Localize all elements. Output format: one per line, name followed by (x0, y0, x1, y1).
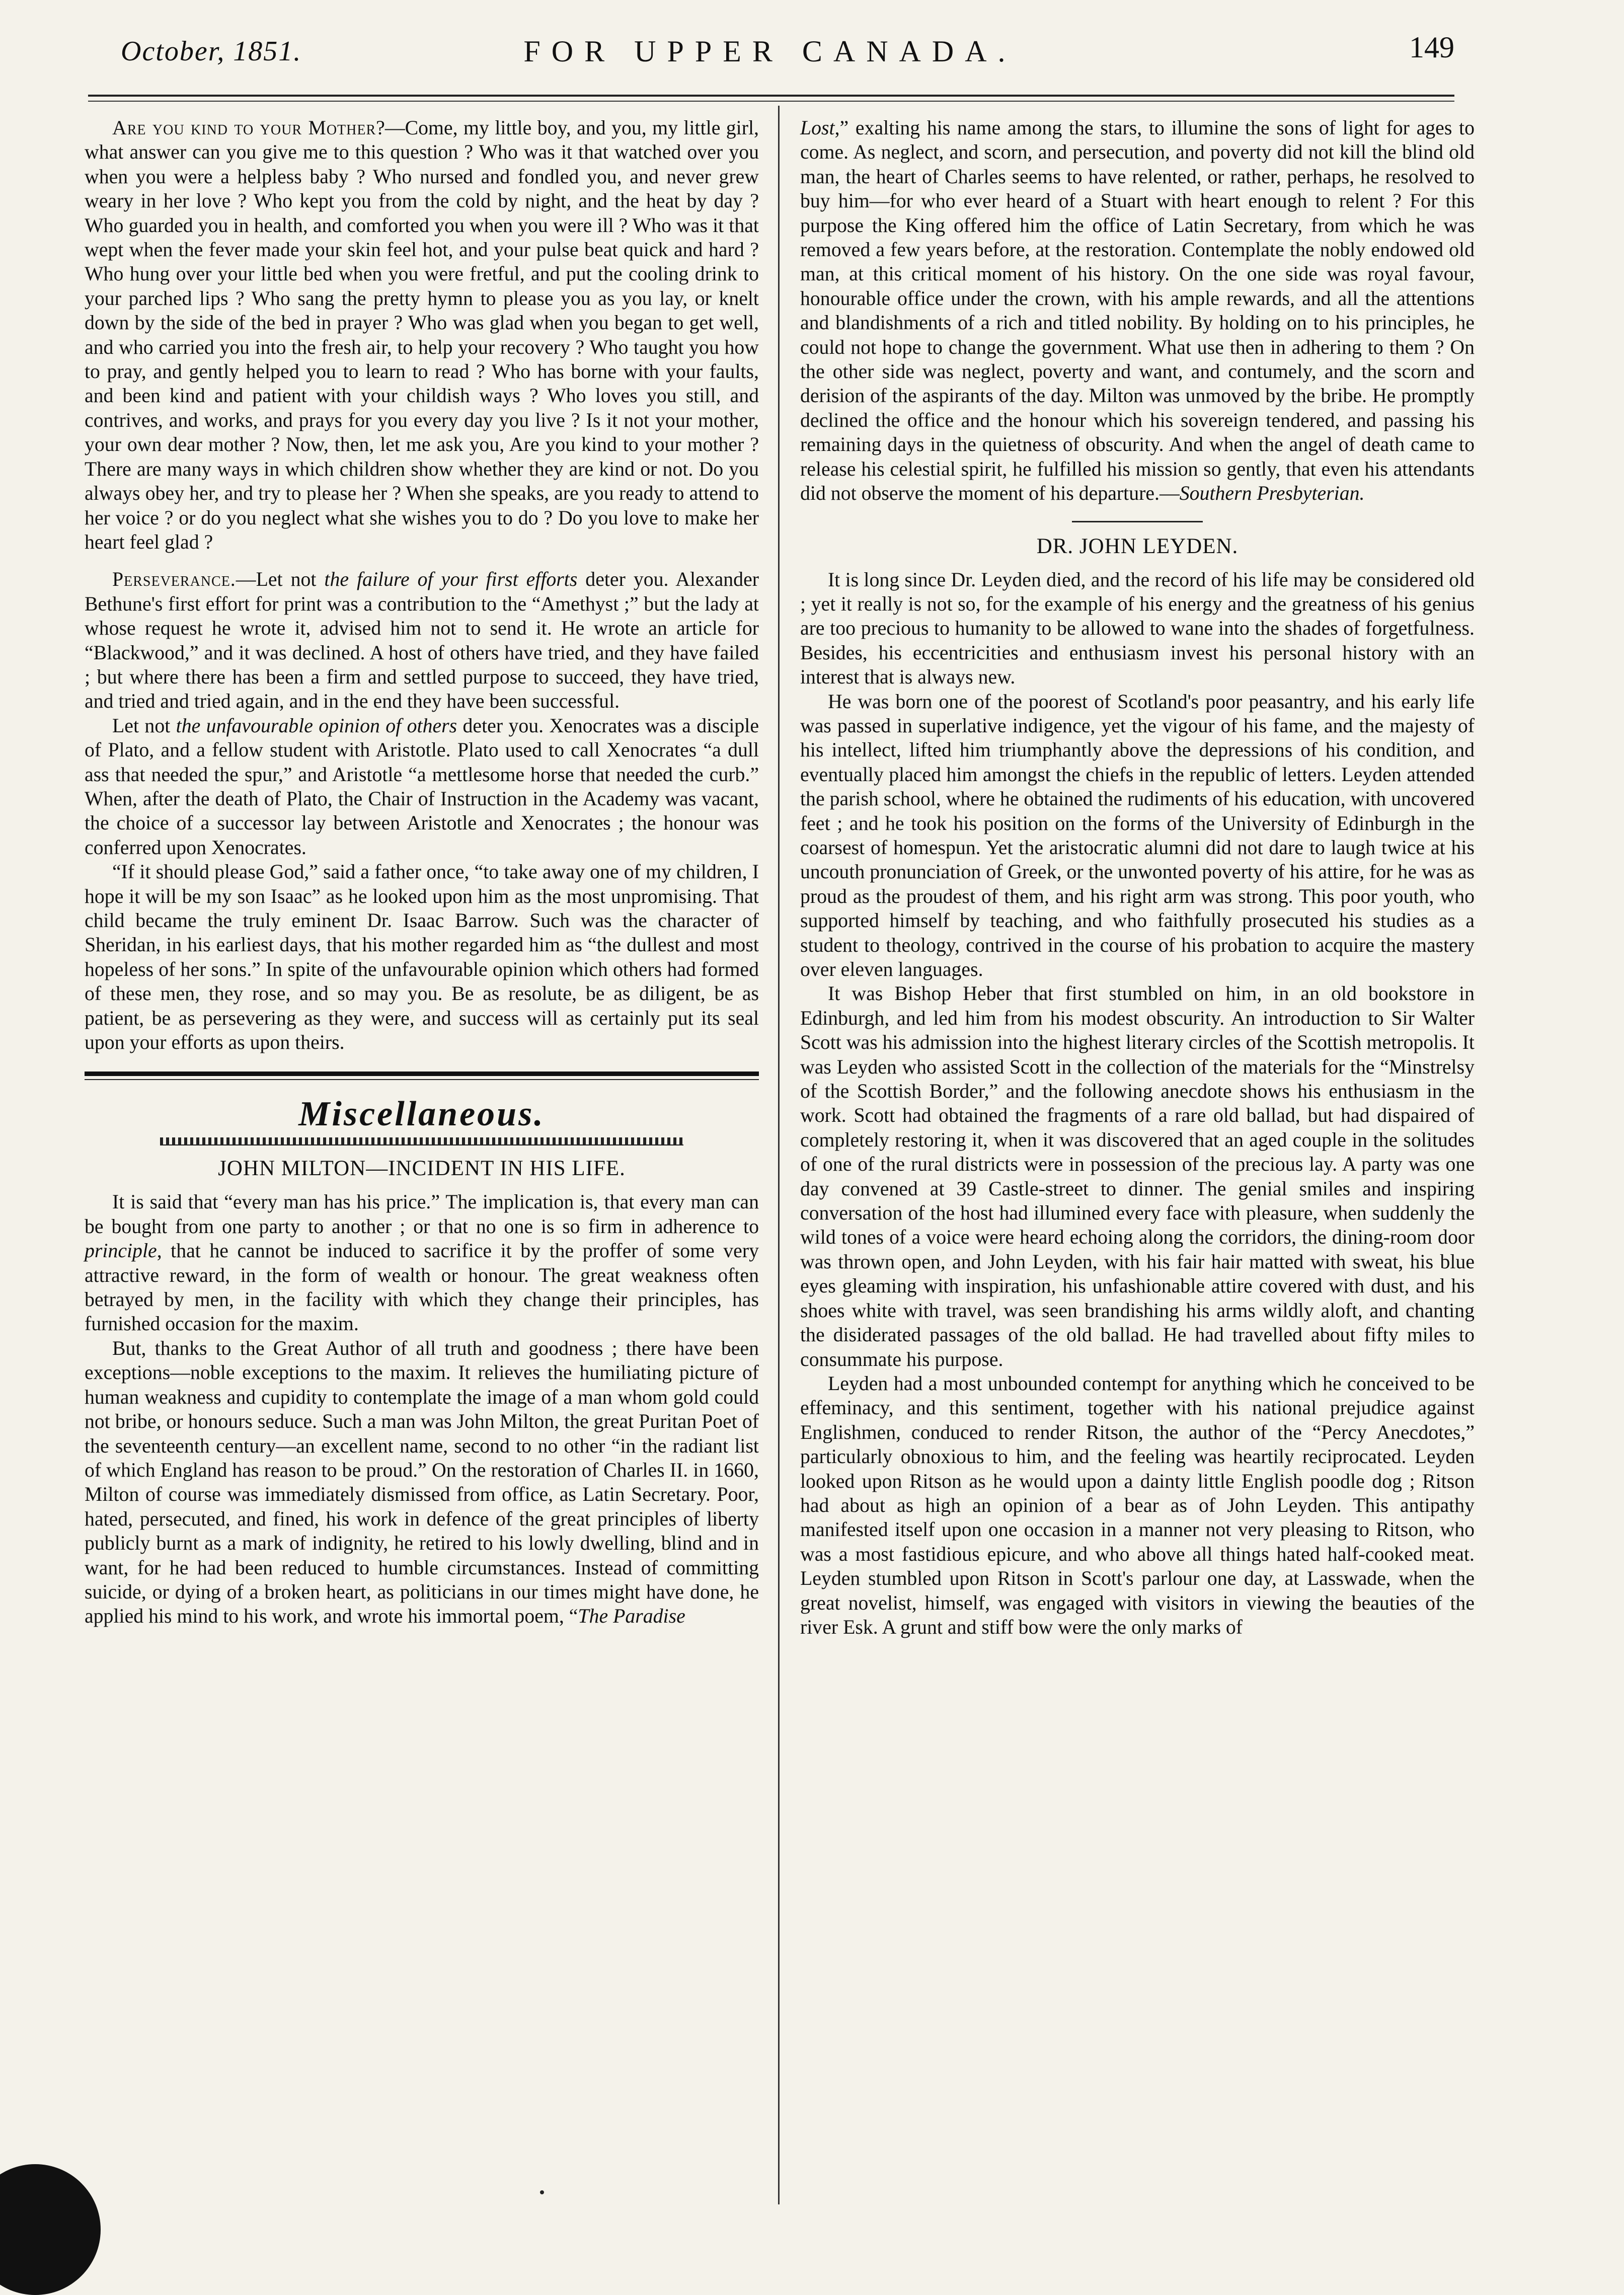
issue-date: October, 1851. (121, 36, 302, 67)
article-kind-to-mother (85, 116, 759, 554)
paragraph (800, 116, 1475, 506)
scan-edge-shadow (0, 2164, 101, 2295)
italic-text: The Paradise (578, 1605, 685, 1628)
italic-text: principle (85, 1240, 157, 1262)
page-number: 149 (1409, 31, 1454, 64)
article-separator (1072, 521, 1203, 522)
body-text: —Let not (236, 568, 325, 591)
section-heading: Miscellaneous. (298, 1095, 545, 1134)
publication-title: FOR UPPER CANADA. (523, 35, 1017, 68)
paragraph: It is long since Dr. Leyden died, and the record of his life may be considered old ; yet it really is not so, for the example of his energy and the greatness of his genius are too precious to humanity to be allowed to wane into the shades of forgetfulness. Besides, his eccentricities and enthusiasm invest his personal history with an interest that is always new. (800, 568, 1475, 688)
paragraph: “If it should please God,” said a father once, “to take away one of my children, I hope it will be my son Isaac” as he looked upon him as the most unpromising. That child became the truly eminent Dr. Isaac Barrow. Such was the character of Sheridan, in his earliest days, that his mother regarded him as “the dullest and most hopeless of her sons.” In spite of the unfavourable opinion which others had formed of these men, they rose, and so may you. Be as resolute, be as diligent, be as patient, be as persevering as they were, and success will as certainly put its seal upon your efforts as upon theirs. (85, 861, 759, 1054)
source-credit: Southern Presbyterian. (1179, 482, 1365, 505)
italic-text: the unfavourable opinion of others (176, 714, 457, 737)
body-text: Let not (112, 714, 176, 737)
body-text: It is said that “every man has his price.” The implication is, that every man can be bought from one party to another ; or that no one is so firm in adherence to (85, 1191, 759, 1238)
article-lead: Perseverance. (112, 568, 236, 591)
article-lead: Are you kind to your Mother (112, 117, 376, 139)
header-rule (88, 95, 1454, 97)
section-rule (85, 1072, 759, 1076)
body-text: deter you. Alexander Bethune's first effort for print was a contribution to the “Amethyst ;” but the lady at whose request he wrote it, advised him not to send it. He wrote an article for “Blackwood,” and it was declined. A host of others have tried, and they have failed ; but where there has been a firm and settled purpose to succeed, they have tried, and tried and tried again, and in the end they have been successful. (85, 568, 759, 713)
italic-text: Lost (800, 117, 835, 139)
print-mark (540, 2190, 544, 2194)
paragraph (85, 714, 759, 860)
header-rule-thin (88, 101, 1454, 102)
body-text: , that he cannot be induced to sacrifice it by the proffer of some very attractive reward, in the form of wealth or honour. The great weakness often betrayed by men, in the facility with which they change their principles, has furnished occasion for the maxim. (85, 1240, 759, 1335)
paragraph (85, 1336, 759, 1629)
column-divider (778, 106, 780, 2204)
paragraph (85, 1190, 759, 1336)
right-column (800, 116, 1475, 1639)
paragraph: Leyden had a most unbounded contempt for anything which he conceived to be effeminacy, and this sentiment, together with his national prejudice against Englishmen, conduced to render Ritson, the author of the “Percy Anecdotes,” particularly obnoxious to him, and the feeling was heartily reciprocated. Leyden looked upon Ritson as he would upon a dainty little English poodle dog ; Ritson had about as high an opinion of a bear as of John Leyden. This antipathy manifested itself upon one occasion in a manner not very pleasing to Ritson, who was a most fastidious epicure, and who above all things hated half-cooked meat. Leyden stumbled upon Ritson in Scott's parlour one day, at Lasswade, when the great novelist, himself, was engaged with visitors in viewing the beauties of the river Esk. A grunt and stiff bow were the only marks of (800, 1372, 1475, 1638)
paragraph: It was Bishop Heber that first stumbled on him, in an old bookstore in Edinburgh, and led him from his modest obscurity. An introduction to Sir Walter Scott was his admission into the highest literary circles of the Scottish metropolis. It was Leyden who assisted Scott in the collection of the materials for the “Minstrelsy of the Scottish Border,” and the following anecdote shows his enthusiasm in the work. Scott had obtained the fragments of a rare old ballad, but had dispaired of completely restoring it, when it was discovered that an aged couple in the solitudes of one of the rural districts were in possession of the precious lay. A party was one day convened at 39 Castle-street to dinner. The genial smiles and inspiring conversation of the host had illumined every face with pleasure, when suddenly the wild tones of a voice were heard echoing along the corridors, the dining-room door was thrown open, and John Leyden, with his fair hair matted with sweat, his blue eyes gleaming with inspiration, his unfashionable attire covered with dust, and his shoes white with travel, was seen brandishing his arms wildly aloft, and chanting the disiderated passages of the old ballad. He had travelled about fifty miles to consummate his purpose. (800, 982, 1475, 1370)
body-text: But, thanks to the Great Author of all truth and goodness ; there have been exceptions—noble exceptions to the maxim. It relieves the humiliating picture of human weakness and cupidity to contemplate the image of a man whom gold could not bribe, or honours seduce. Such a man was John Milton, the great Puritan Poet of the seventeenth century—an excellent name, second to no other “in the radiant list of which England has reason to be proud.” On the restoration of Charles II. in 1660, Milton of course was immediately dismissed from office, as Latin Secretary. Poor, hated, persecuted, and fined, his work in defence of the great principles of liberty publicly burnt as a mark of indignity, he retired to his lowly dwelling, blind and in want, for he had been reduced to humble circumstances. Instead of committing suicide, or dying of a broken heart, as politicians in our times might have done, he applied his mind to his work, and wrote his immortal poem, “ (85, 1337, 759, 1628)
running-head (86, 30, 1454, 86)
italic-text: the failure of your first efforts (324, 568, 578, 591)
section-rule-thin (85, 1079, 759, 1080)
body-text: ,” exalting his name among the stars, to illumine the sons of light for ages to come. As neglect, and scorn, and persecution, and poverty did not kill the blind old man, the heart of Charles seems to have relented, or rather, perhaps, he resolved to buy him—for who ever heard of a Stuart with heart enough to relent ? For this purpose the King offered him the office of Latin Secretary, from which he was removed a few years before, at the restoration. Contemplate the nobly endowed old man, at this critical moment of his history. On the one side was royal favour, honourable office under the crown, with his ample rewards, and all the attentions and blandishments of a rich and titled nobility. By holding on to his principles, he could not hope to change the government. What use then in adhering to them ? On the other side was neglect, poverty and want, and contumely, and the scorn and derision of the aspirants of the day. Milton was unmoved by the bribe. He promptly declined the office and the honour which his sovereign tendered, and passing his remaining days in the quietness of obscurity. And when the angel of death came to release his celestial spirit, he fulfilled his mission so gently, that even his attendants did not observe the moment of his departure.— (800, 117, 1475, 505)
paragraph: He was born one of the poorest of Scotland's poor peasantry, and his early life was passed in superlative indigence, yet the vigour of his fame, and the majesty of his intellect, lifted him triumphantly above the depressions of his condition, and eventually placed him amongst the chiefs in the republic of letters. Leyden attended the parish school, where he obtained the rudiments of his education, with uncovered feet ; and he took his position on the forms of the University of Edinburgh in the coarsest of homespun. Yet the aristocratic alumni did not dare to laugh twice at his uncouth pronunciation of Greek, or the unwonted poverty of his attire, for he was as proud as the proudest of them, and his right arm was strong. This poor youth, who supported himself by teaching, and who faithfully prosecuted his studies as a student to theology, contrived in the course of his probation to acquire the mastery over eleven languages. (800, 690, 1475, 980)
ornamental-rule (160, 1137, 683, 1145)
article-body: ?—Come, my little boy, and you, my little girl, what answer can you give me to this question ? Who was it that watched over you when you were a helpless baby ? Who nursed and fondled you, and never grew weary in her love ? Who kept you from the cold by night, and the heat by day ? Who guarded you in health, and comforted you when you were ill ? Who was it that wept when the fever made your skin feel hot, and your pulse beat quick and hard ? Who hung over your little bed when you were fretful, and put the cooling drink to your parched lips ? Who sang the pretty hymn to please you as you lay, or knelt down by the side of the bed in prayer ? Who was glad when you began to get well, and who carried you into the fresh air, to help your recovery ? Who taught you how to pray, and gently helped you to learn to read ? Who has borne with your faults, and been kind and patient with your childish ways ? Who loves you still, and contrives, and works, and prays for you every day you live ? Is it not your mother, your own dear mother ? Now, then, let me ask you, Are you kind to your mother ? There are many ways in which children show whether they are kind or not. Do you always obey her, and try to please her ? When she speaks, are you ready to attend to her voice ? or do you neglect what she wishes you to do ? Do you love to make her heart feel glad ? (85, 117, 759, 553)
article-title-milton: JOHN MILTON—INCIDENT IN HIS LIFE. (218, 1157, 626, 1181)
body-text: deter you. Xenocrates was a disciple of Plato, and a fellow student with Aristotle. Plato used to call Xenocrates “a dull ass that needed the spur,” and Aristotle “a mettlesome horse that needed the curb.” When, after the death of Plato, the Chair of Instruction in the Academy was vacant, the choice of a successor lay between Aristotle and Xenocrates ; the honour was conferred upon Xenocrates. (85, 714, 759, 859)
left-column (85, 116, 759, 1629)
article-perseverance (85, 567, 759, 713)
article-title-leyden: DR. JOHN LEYDEN. (1036, 534, 1239, 558)
